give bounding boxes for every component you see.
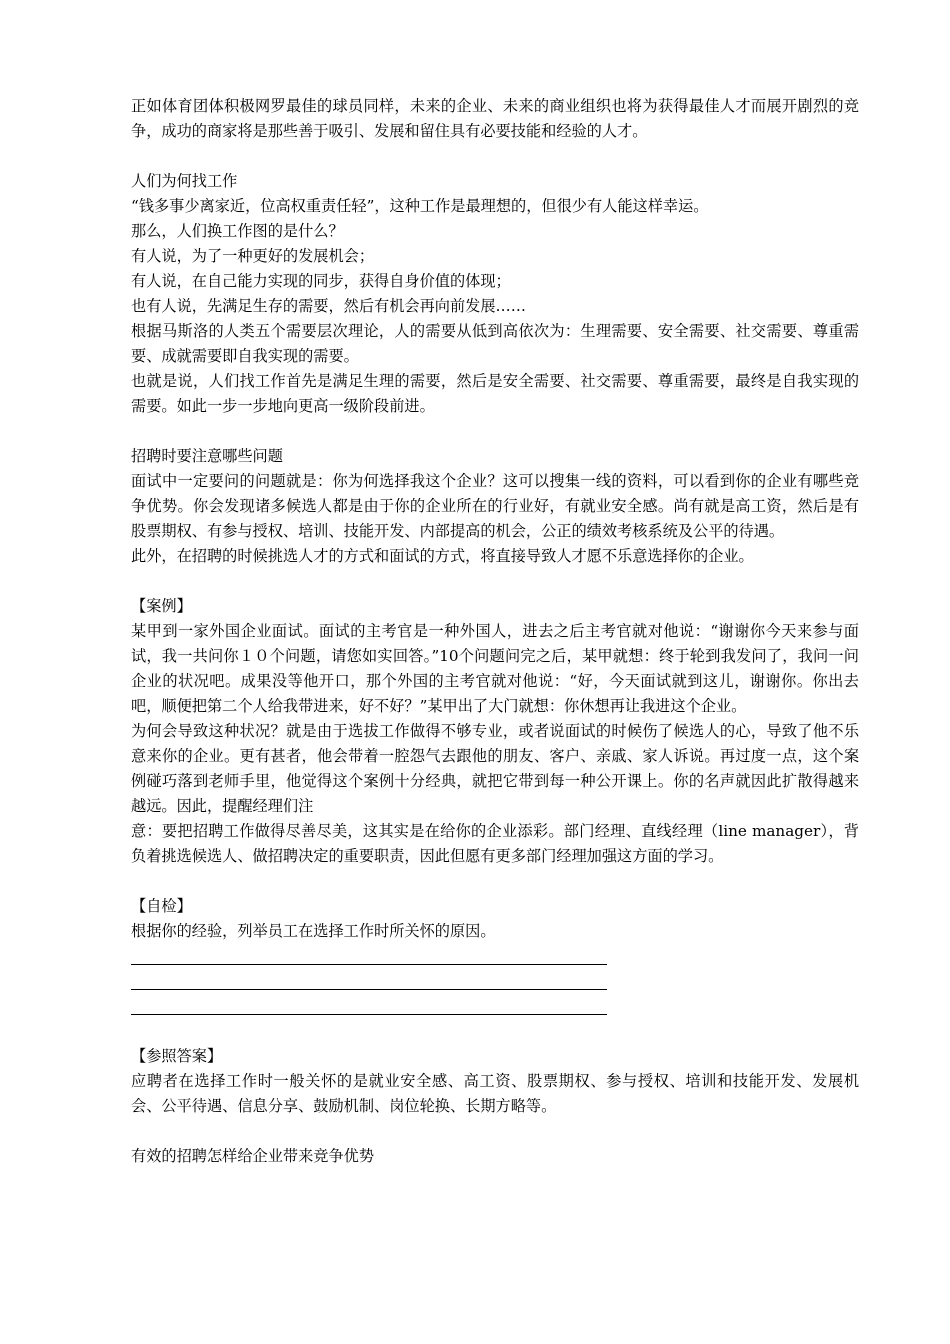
- section-heading-answer: 【参照答案】: [131, 1047, 223, 1065]
- paragraph: “钱多事少离家近，位高权重责任轻”，这种工作是最理想的，但很少有人能这样幸运。: [131, 197, 709, 215]
- paragraph: 有人说，在自己能力实现的同步，获得自身价值的体现；: [131, 272, 511, 290]
- paragraph: 意：要把招聘工作做得尽善尽美，这其实是在给你的企业添彩。部门经理、直线经理（line manager），背负着挑选候选人、做招聘决定的重要职责，因此但愿有更多部门经理加强这方面的学习。: [131, 822, 859, 865]
- paragraph: 有人说，为了一种更好的发展机会；: [131, 247, 374, 265]
- section-heading-self-check: 【自检】: [131, 897, 192, 915]
- document-page: [131, 94, 859, 1169]
- paragraph: 此外，在招聘的时候挑选人才的方式和面试的方式，将直接导致人才愿不乐意选择你的企业。: [131, 547, 754, 565]
- paragraph: 那么，人们换工作图的是什么？: [131, 222, 344, 240]
- spacer: [131, 1019, 859, 1044]
- paragraph: 面试中一定要问的问题就是：你为何选择我这个企业？这可以搜集一线的资料，可以看到你的企业有哪些竞争优势。你会发现诸多候选人都是由于你的企业所在的行业好，有就业安全感。尚有就是高工资，然后是有股票期权、有参与授权、培训、技能开发、内部提高的机会，公正的绩效考核系统及公平的待遇。: [131, 472, 859, 540]
- paragraph: 根据马斯洛的人类五个需要层次理论，人的需要从低到高依次为：生理需要、安全需要、社交需要、尊重需要、成就需要即自我实现的需要。: [131, 322, 859, 365]
- spacer: [131, 419, 859, 444]
- paragraph: 为何会导致这种状况？就是由于选拔工作做得不够专业，或者说面试的时候伤了候选人的心，导致了他不乐意来你的企业。更有甚者，他会带着一腔怨气去跟他的朋友、客户、亲戚、家人诉说。再过度一点，这个案例碰巧落到老师手里，他觉得这个案例十分经典，就把它带到每一种公开课上。你的名声就因此扩散得越来越远。因此，提醒经理们注: [131, 722, 859, 815]
- self-check-prompt: 根据你的经验，列举员工在选择工作时所关怀的原因。: [131, 922, 496, 940]
- paragraph: 某甲到一家外国企业面试。面试的主考官是一种外国人，进去之后主考官就对他说：“谢谢你今天来参与面试，我一共问你１０个问题，请您如实回答。”10个问题问完之后，某甲就想：终于轮到我发问了，我问一问企业的状况吧。成果没等他开口，那个外国的主考官就对他说：“好，今天面试就到这儿，谢谢你。你出去吧，顺便把第二个人给我带进来，好不好？”某甲出了大门就想：你休想再让我进这个企业。: [131, 622, 859, 715]
- paragraph: 也有人说，先满足生存的需要，然后有机会再向前发展……: [131, 297, 526, 315]
- spacer: [131, 869, 859, 894]
- section-heading-next: 有效的招聘怎样给企业带来竞争优势: [131, 1147, 374, 1165]
- spacer: [131, 144, 859, 169]
- answer-blank-line: [131, 994, 607, 1019]
- answer-blank-line: [131, 969, 607, 994]
- spacer: [131, 569, 859, 594]
- paragraph: 也就是说，人们找工作首先是满足生理的需要，然后是安全需要、社交需要、尊重需要，最终是自我实现的需要。如此一步一步地向更高一级阶段前进。: [131, 372, 859, 415]
- section-heading-recruit-issues: 招聘时要注意哪些问题: [131, 447, 283, 465]
- intro-paragraph: 正如体育团体积极网罗最佳的球员同样，未来的企业、未来的商业组织也将为获得最佳人才而展开剧烈的竞争，成功的商家将是那些善于吸引、发展和留住具有必要技能和经验的人才。: [131, 97, 859, 140]
- spacer: [131, 1119, 859, 1144]
- answer-blank-line: [131, 944, 607, 969]
- section-heading-why-work: 人们为何找工作: [131, 172, 238, 190]
- answer-paragraph: 应聘者在选择工作时一般关怀的是就业安全感、高工资、股票期权、参与授权、培训和技能开发、发展机会、公平待遇、信息分享、鼓励机制、岗位轮换、长期方略等。: [131, 1072, 859, 1115]
- section-heading-case: 【案例】: [131, 597, 192, 615]
